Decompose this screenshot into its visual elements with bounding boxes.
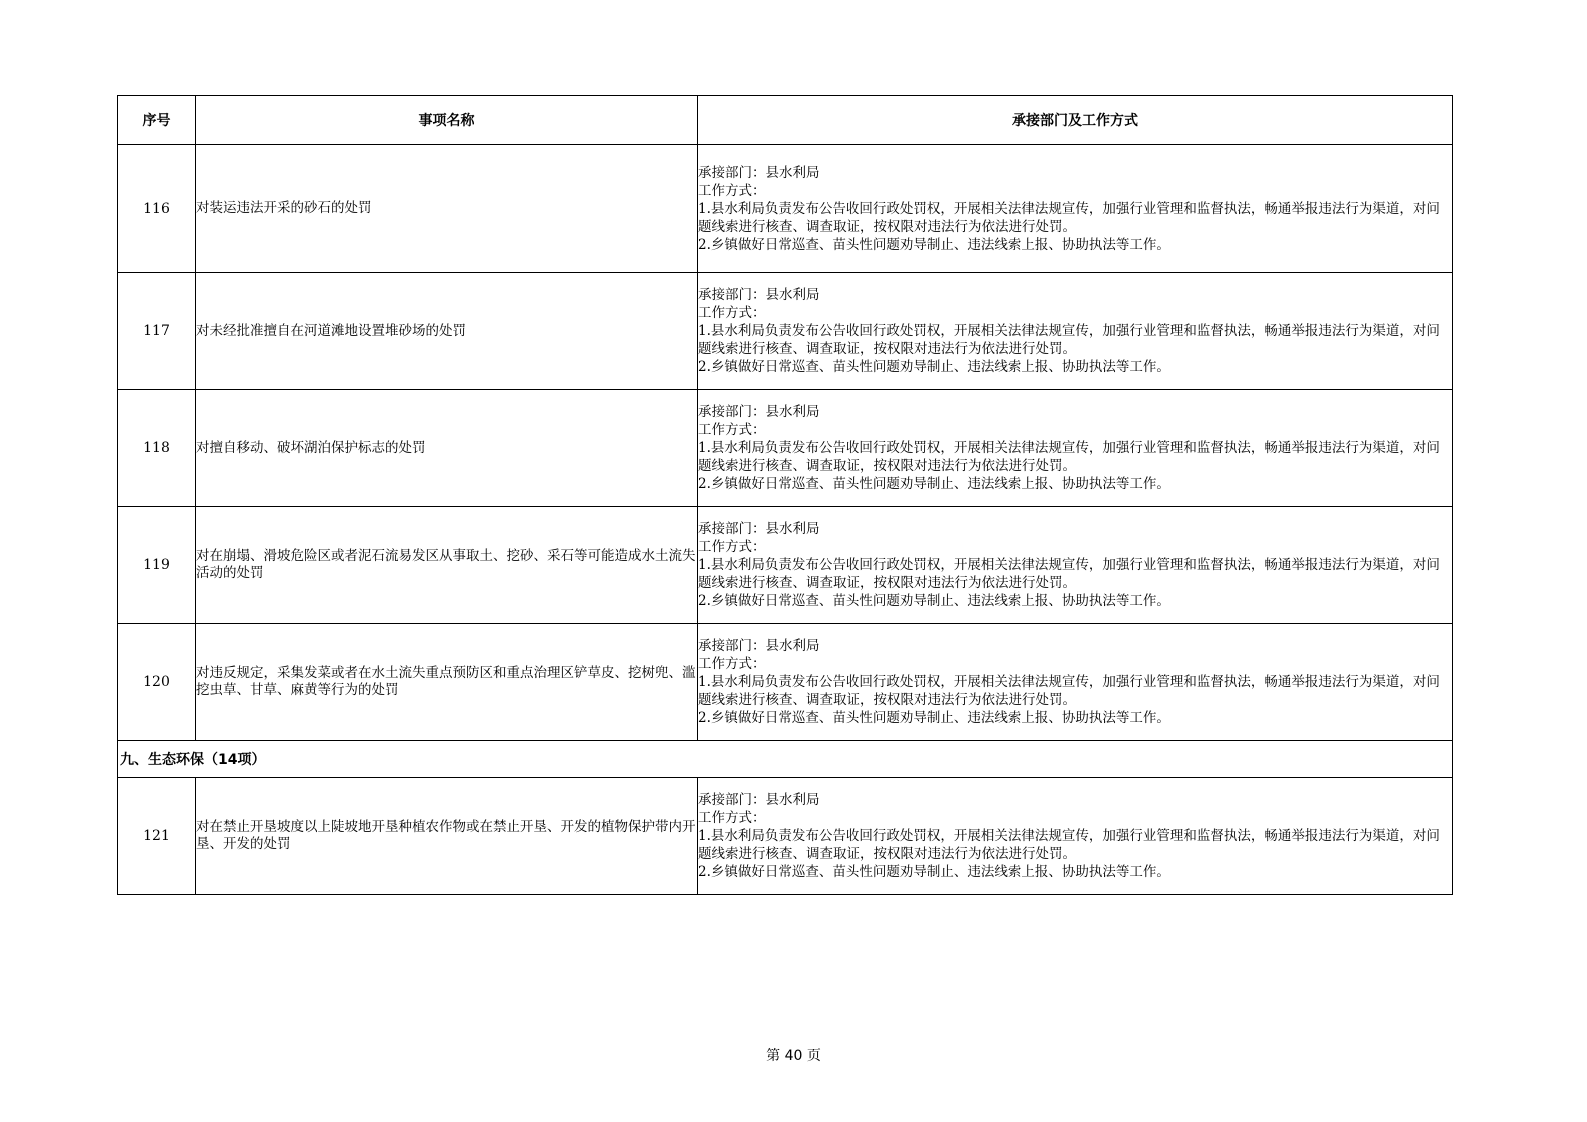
section-row — [118, 741, 1453, 778]
dept-line: 工作方式： — [698, 539, 766, 555]
dept-line: 承接部门：县水利局 — [698, 638, 820, 654]
dept-line: 承接部门：县水利局 — [698, 792, 820, 808]
table-row — [118, 624, 1453, 741]
row-name: 对在禁止开垦坡度以上陡坡地开垦种植农作物或在禁止开垦、开发的植物保护带内开垦、开发的处罚 — [196, 778, 698, 895]
row-seq: 117 — [118, 273, 196, 390]
header-name: 事项名称 — [196, 96, 698, 145]
dept-line: 工作方式： — [698, 810, 766, 826]
row-name: 对在崩塌、滑坡危险区或者泥石流易发区从事取土、挖砂、采石等可能造成水土流失活动的处罚 — [196, 507, 698, 624]
page-number: 第 40 页 — [766, 1048, 821, 1064]
dept-line: 2.乡镇做好日常巡查、苗头性问题劝导制止、违法线索上报、协助执法等工作。 — [698, 236, 1170, 253]
dept-line: 1.县水利局负责发布公告收回行政处罚权，开展相关法律法规宣传，加强行业管理和监督执法，畅通举报违法行为渠道，对问题线索进行核查、调查取证，按权限对违法行为依法进行处罚。 — [698, 828, 1440, 862]
row-name: 对违反规定，采集发菜或者在水土流失重点预防区和重点治理区铲草皮、挖树兜、滥挖虫草、甘草、麻黄等行为的处罚 — [196, 624, 698, 741]
dept-line: 2.乡镇做好日常巡查、苗头性问题劝导制止、违法线索上报、协助执法等工作。 — [698, 476, 1170, 492]
row-name: 对未经批准擅自在河道滩地设置堆砂场的处罚 — [196, 273, 698, 390]
dept-line: 承接部门：县水利局 — [698, 287, 820, 303]
dept-line: 工作方式： — [698, 656, 766, 672]
row-seq: 118 — [118, 390, 196, 507]
dept-line: 1.县水利局负责发布公告收回行政处罚权，开展相关法律法规宣传，加强行业管理和监督执法，畅通举报违法行为渠道，对问题线索进行核查、调查取证，按权限对违法行为依法进行处罚。 — [698, 323, 1440, 357]
row-dept — [698, 390, 1453, 507]
dept-line: 工作方式： — [698, 305, 766, 321]
header-dept: 承接部门及工作方式 — [698, 96, 1453, 145]
section-title: 九、生态环保（14项） — [118, 741, 1453, 778]
dept-line: 2.乡镇做好日常巡查、苗头性问题劝导制止、违法线索上报、协助执法等工作。 — [698, 593, 1170, 609]
table-row — [118, 145, 1453, 273]
dept-line: 承接部门：县水利局 — [698, 521, 820, 537]
row-seq: 120 — [118, 624, 196, 741]
dept-line: 工作方式： — [698, 182, 766, 199]
row-dept — [698, 507, 1453, 624]
dept-line: 1.县水利局负责发布公告收回行政处罚权，开展相关法律法规宣传，加强行业管理和监督执法，畅通举报违法行为渠道，对问题线索进行核查、调查取证，按权限对违法行为依法进行处罚。 — [698, 557, 1440, 591]
row-seq: 119 — [118, 507, 196, 624]
table-row — [118, 273, 1453, 390]
dept-line: 2.乡镇做好日常巡查、苗头性问题劝导制止、违法线索上报、协助执法等工作。 — [698, 359, 1170, 375]
dept-line: 1.县水利局负责发布公告收回行政处罚权，开展相关法律法规宣传，加强行业管理和监督执法，畅通举报违法行为渠道，对问题线索进行核查、调查取证，按权限对违法行为依法进行处罚。 — [698, 674, 1440, 708]
row-dept — [698, 778, 1453, 895]
items-table — [117, 95, 1453, 895]
row-dept — [698, 273, 1453, 390]
table-row — [118, 778, 1453, 895]
table-row — [118, 390, 1453, 507]
row-dept — [698, 624, 1453, 741]
row-name: 对装运违法开采的砂石的处罚 — [196, 145, 698, 273]
dept-line: 1.县水利局负责发布公告收回行政处罚权，开展相关法律法规宣传，加强行业管理和监督执法，畅通举报违法行为渠道，对问题线索进行核查、调查取证，按权限对违法行为依法进行处罚。 — [698, 200, 1440, 235]
dept-line: 2.乡镇做好日常巡查、苗头性问题劝导制止、违法线索上报、协助执法等工作。 — [698, 710, 1170, 726]
table-row — [118, 507, 1453, 624]
dept-line: 1.县水利局负责发布公告收回行政处罚权，开展相关法律法规宣传，加强行业管理和监督执法，畅通举报违法行为渠道，对问题线索进行核查、调查取证，按权限对违法行为依法进行处罚。 — [698, 440, 1440, 474]
table-header-row — [118, 96, 1453, 145]
dept-line: 2.乡镇做好日常巡查、苗头性问题劝导制止、违法线索上报、协助执法等工作。 — [698, 864, 1170, 880]
row-name: 对擅自移动、破坏湖泊保护标志的处罚 — [196, 390, 698, 507]
dept-line: 承接部门：县水利局 — [698, 164, 820, 181]
dept-line: 工作方式： — [698, 422, 766, 438]
header-seq: 序号 — [118, 96, 196, 145]
row-dept — [698, 145, 1453, 273]
dept-line: 承接部门：县水利局 — [698, 404, 820, 420]
row-seq: 121 — [118, 778, 196, 895]
row-seq: 116 — [118, 145, 196, 273]
